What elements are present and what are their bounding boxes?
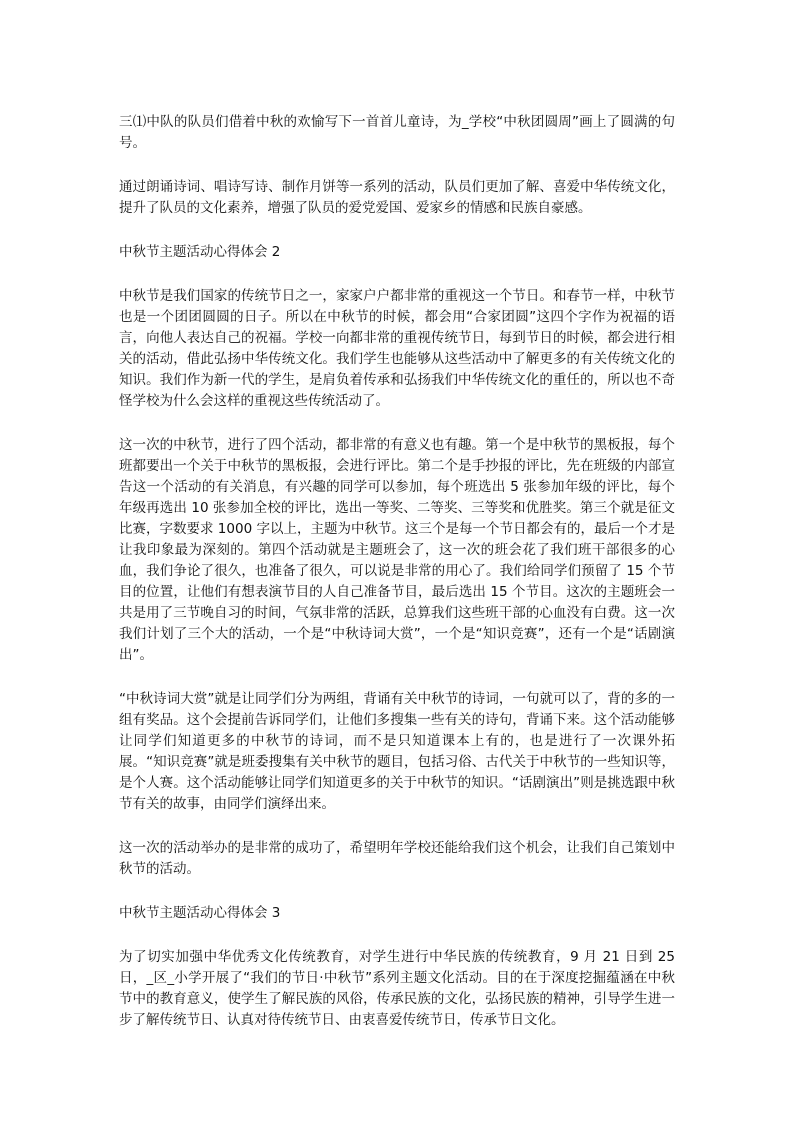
- paragraph-conclusion: 这一次的活动举办的是非常的成功了，希望明年学校还能给我们这个机会，让我们自己策划中秋节的活动。: [119, 840, 675, 877]
- paragraph-activities-summary: 通过朗诵诗词、唱诗写诗、制作月饼等一系列的活动，队员们更加了解、喜爱中华传统文化，提升了队员的文化素养，增强了队员的爱党爱国、爱家乡的情感和民族自豪感。: [119, 179, 675, 216]
- section-heading-3: 中秋节主题活动心得体会 3: [119, 905, 281, 921]
- paragraph-school-program: 为了切实加强中华优秀文化传统教育，对学生进行中华民族的传统教育，9 月 21 日到 25 日，_区_小学开展了“我们的节日·中秋节”系列主题文化活动。目的在于深度挖掘蕴涵在中秋节中的教育意义，使学生了解民族的风俗，传承民族的文化，弘扬民族的精神，引导学生进一步了解传统节日、认真对待传统节日、由衷喜爱传统节日，传承节日文化。: [119, 949, 675, 1028]
- document-page: [119, 112, 675, 1031]
- paragraph-festival-intro: 中秋节是我们国家的传统节日之一，家家户户都非常的重视这一个节日。和春节一样，中秋节也是一个团团圆圆的日子。所以在中秋节的时候，都会用“合家团圆”这四个字作为祝福的语言，向他人表达自己的祝福。学校一向都非常的重视传统节日，每到节日的时候，都会进行相关的活动，借此弘扬中华传统文化。我们学生也能够从这些活动中了解更多的有关传统文化的知识。我们作为新一代的学生，是肩负着传承和弘扬我们中华传统文化的重任的，所以也不奇怪学校为什么会这样的重视这些传统活动了。: [119, 288, 675, 409]
- paragraph-squad-poems: 三⑴中队的队员们借着中秋的欢愉写下一首首儿童诗，为_学校“中秋团圆周”画上了圆满的句号。: [119, 114, 675, 151]
- section-heading-2: 中秋节主题活动心得体会 2: [119, 244, 281, 260]
- paragraph-poetry-quiz-drama: “中秋诗词大赏”就是让同学们分为两组，背诵有关中秋节的诗词，一句就可以了，背的多的一组有奖品。这个会提前告诉同学们，让他们多搜集一些有关的诗句，背诵下来。这个活动能够让同学们知道更多的中秋节的诗词，而不是只知道课本上有的，也是进行了一次课外拓展。“知识竞赛”就是班委搜集有关中秋节的题目，包括习俗、古代关于中秋节的一些知识等，是个人赛。这个活动能够让同学们知道更多的关于中秋节的知识。“话剧演出”则是挑选跟中秋节有关的故事，由同学们演绎出来。: [119, 691, 675, 812]
- paragraph-four-activities: 这一次的中秋节，进行了四个活动，都非常的有意义也有趣。第一个是中秋节的黑板报，每个班都要出一个关于中秋节的黑板报，会进行评比。第二个是手抄报的评比，先在班级的内部宣告这一个活动的有关消息，有兴趣的同学可以参加，每个班选出 5 张参加年级的评比，每个年级再选出 10 张参加全校的评比，选出一等奖、二等奖、三等奖和优胜奖。第三个就是征文比赛，字数要求 1000 字以上，主题为中秋节。这三个是每一个节日都会有的，最后一个才是让我印象最为深刻的。第四个活动就是主题班会了，这一次的班会花了我们班干部很多的心血，我们争论了很久，也准备了很久，可以说是非常的用心了。我们给同学们预留了 15 个节目的位置，让他们有想表演节目的人自己准备节目，最后选出 15 个节目。这次的主题班会一共是用了三节晚自习的时间，气氛非常的活跃，总算我们这些班干部的心血没有白费。这一次我们计划了三个大的活动，一个是“中秋诗词大赏”，一个是“知识竞赛”，还有一个是“话剧演出”。: [119, 437, 675, 663]
